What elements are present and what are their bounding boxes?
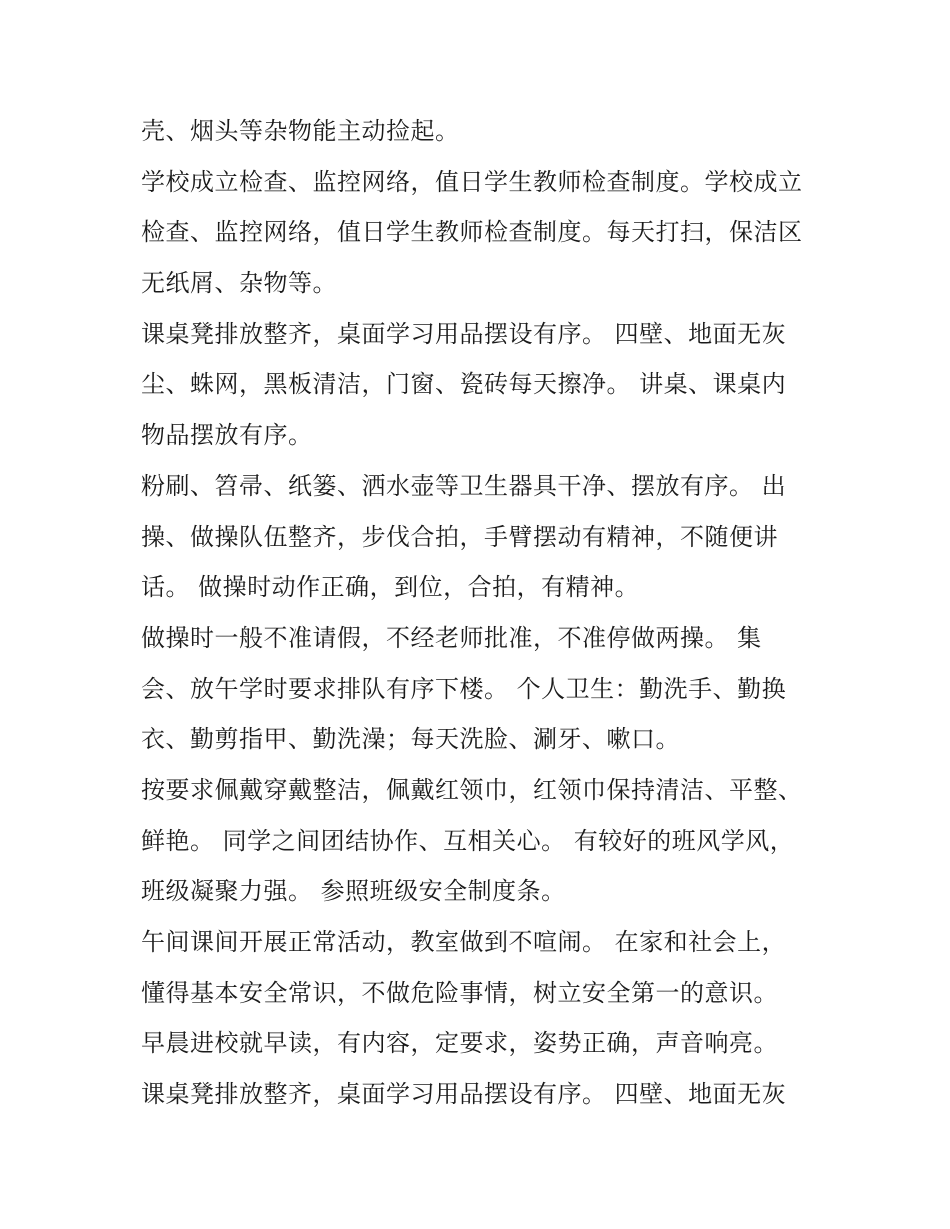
text-line: 话。 做操时动作正确，到位，合拍，有精神。 bbox=[141, 573, 640, 602]
text-line: 尘、蛛网，黑板清洁，门窗、瓷砖每天擦净。 讲桌、课桌内 bbox=[141, 370, 787, 399]
text-line: 衣、勤剪指甲、勤洗澡；每天洗脸、涮牙、嗽口。 bbox=[141, 725, 680, 754]
body-text bbox=[141, 106, 831, 1120]
text-line: 做操时一般不准请假，不经老师批准，不准停做两操。 集 bbox=[141, 623, 762, 652]
text-line: 会、放午学时要求排队有序下楼。 个人卫生：勤洗手、勤换 bbox=[141, 674, 787, 703]
text-line: 课桌凳排放整齐，桌面学习用品摆设有序。 四壁、地面无灰 bbox=[141, 1080, 787, 1109]
text-line: 学校成立检查、监控网络，值日学生教师检查制度。学校成立 bbox=[141, 167, 803, 196]
text-line: 粉刷、笤帚、纸篓、洒水壶等卫生器具干净、摆放有序。 出 bbox=[141, 471, 787, 500]
text-line: 壳、烟头等杂物能主动捡起。 bbox=[141, 117, 460, 145]
text-line: 课桌凳排放整齐，桌面学习用品摆设有序。 四壁、地面无灰 bbox=[141, 319, 787, 348]
text-line: 鲜艳。 同学之间团结协作、互相关心。 有较好的班风学风， bbox=[141, 826, 795, 855]
text-line: 按要求佩戴穿戴整洁，佩戴红领巾，红领巾保持清洁、平整、 bbox=[141, 775, 803, 804]
text-line: 无纸屑、杂物等。 bbox=[141, 269, 337, 298]
text-line: 检查、监控网络，值日学生教师检查制度。每天打扫，保洁区 bbox=[141, 218, 803, 247]
text-line: 懂得基本安全常识，不做危险事情，树立安全第一的意识。 bbox=[141, 978, 778, 1007]
text-line: 早晨进校就早读，有内容，定要求，姿势正确，声音响亮。 bbox=[141, 1029, 778, 1058]
text-line: 午间课间开展正常活动，教室做到不喧闹。 在家和社会上， bbox=[141, 928, 787, 956]
text-line: 班级凝聚力强。 参照班级安全制度条。 bbox=[141, 877, 566, 906]
text-line: 物品摆放有序。 bbox=[141, 421, 313, 450]
text-line: 操、做操队伍整齐，步伐合拍，手臂摆动有精神，不随便讲 bbox=[141, 522, 778, 551]
